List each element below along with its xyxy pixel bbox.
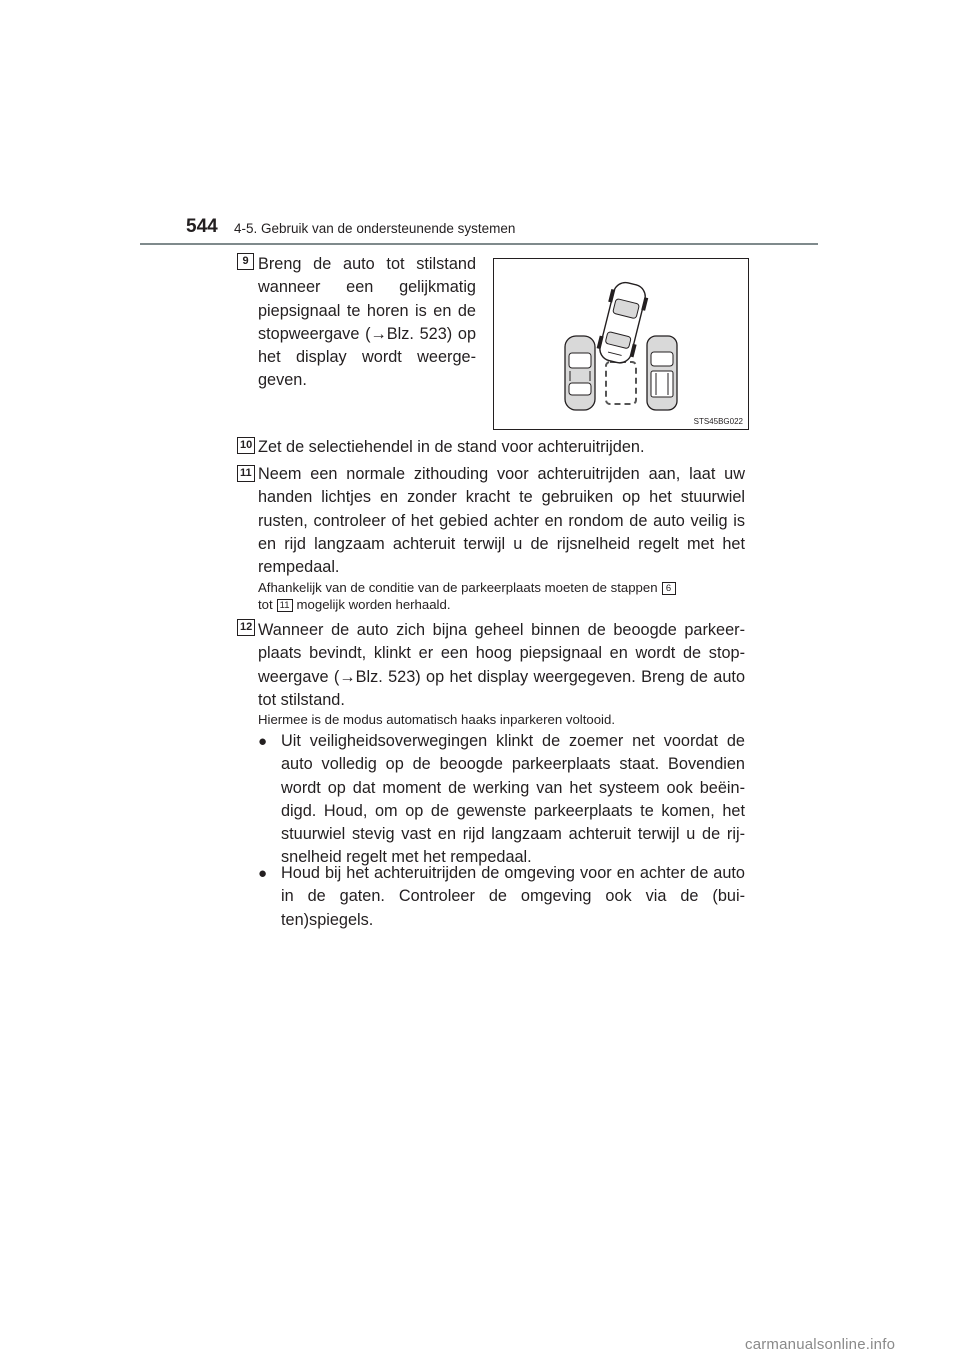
maneuvering-car-icon <box>594 279 650 366</box>
page-number: 544 <box>186 216 218 237</box>
step-11-text: Neem een normale zithouding voor achteruitrijden aan, laat uw handen lichtjes en zonder kracht te gebruiken op het stuurwiel rusten, controleer of het gebied achter en rondom de auto veilig is en rijd langzaam achteruit terwijl u de rijsnelheid regelt met het rempedaal. <box>258 465 745 577</box>
repeat-note-part1: Afhankelijk van de conditie van de parkeerplaats moeten de stappen <box>258 580 658 595</box>
step-badge-9: 9 <box>237 253 254 270</box>
step-12-text: Wanneer de auto zich bijna geheel binnen de beoogde parkeer-plaats bevindt, klinkt er een hoog piepsignaal en wordt de stop-weergave (→Blz. 523) op het display weergegeven. Breng de auto tot stilstand. <box>258 621 745 709</box>
repeat-note <box>258 580 745 613</box>
step-badge-11: 11 <box>237 465 255 482</box>
step-ref-badge-11: 11 <box>277 599 293 612</box>
parking-diagram <box>494 259 750 431</box>
parking-illustration <box>493 258 749 430</box>
figure-code: STS45BG022 <box>693 417 743 426</box>
bullet-dot-icon: ● <box>258 733 268 750</box>
step-10-text: Zet de selectiehendel in de stand voor achteruitrijden. <box>258 438 645 456</box>
left-parked-car-icon <box>565 336 595 410</box>
section-title: 4-5. Gebruik van de ondersteunende systemen <box>234 221 516 236</box>
step-ref-badge-6: 6 <box>662 582 676 595</box>
step-9-text: Breng de auto tot stilstand wanneer een gelijkmatig piepsignaal te horen is en de stopweergave (→Blz. 523) op het display wordt weerge-geven. <box>258 255 476 390</box>
target-space-outline <box>606 362 636 404</box>
completion-note: Hiermee is de modus automatisch haaks inparkeren voltooid. <box>258 712 615 727</box>
bullet-item-safety <box>258 730 745 870</box>
repeat-note-part3: mogelijk worden herhaald. <box>296 596 451 612</box>
bullet-dot-icon: ● <box>258 865 268 882</box>
step-badge-12: 12 <box>237 619 255 636</box>
repeat-note-part2: tot <box>258 596 273 612</box>
bullet-text: Houd bij het achteruitrijden de omgeving voor en achter de auto in de gaten. Controleer de omgeving ook via de (bui-ten)spiegels. <box>281 864 745 929</box>
right-parked-car-icon <box>647 336 677 410</box>
header-divider <box>140 243 818 245</box>
step-badge-10: 10 <box>237 437 255 454</box>
bullet-item-surroundings <box>258 862 745 932</box>
bullet-text: Uit veiligheidsoverwegingen klinkt de zoemer net voordat de auto volledig op de beoogde parkeerplaats staat. Bovendien wordt op dat moment de werking van het systeem ook beëin-digd. Houd, om op de gewenste parkeerplaats te komen, het stuurwiel stevig vast en rijd langzaam achteruit terwijl u de rij-snelheid regelt met het rempedaal. <box>281 732 745 867</box>
watermark: carmanualsonline.info <box>745 1336 896 1353</box>
